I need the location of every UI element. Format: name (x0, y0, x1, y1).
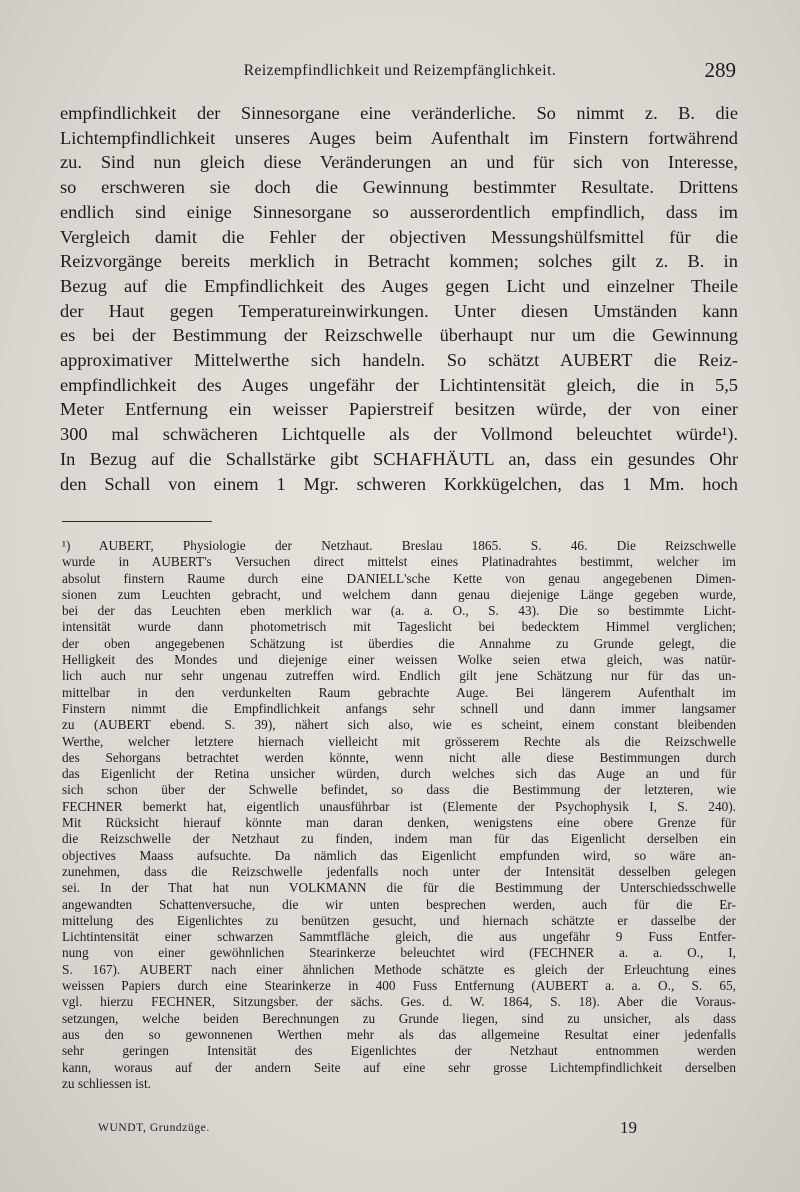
body-line: 300 mal schwächeren Lichtquelle als der Vollmond beleuchtet würde¹). (60, 424, 738, 445)
body-line: den Schall von einem 1 Mgr. schweren Korkkügelchen, das 1 Mm. hoch (60, 473, 738, 494)
page-number: 289 (704, 58, 736, 82)
footnote-line: Werthe, welcher letztere hiernach vielleicht mit grösserem Rechte als die Reizschwelle (62, 733, 736, 749)
body-line: Lichtempfindlichkeit unseres Auges beim Aufenthalt im Finstern fortwährend (60, 127, 738, 148)
footnote-line: FECHNER bemerkt hat, eigentlich unausführbar ist (Elemente der Psychophysik I, S. 240). (62, 798, 736, 814)
footnote-line: Helligkeit des Mondes und diejenige einer weissen Wolke seien etwa gleich, was natür- (62, 652, 736, 668)
signature-mark: WUNDT, Grundzüge. (98, 1122, 210, 1134)
footnote-line: wurde in AUBERT's Versuchen direct mittelst eines Platinadrahtes bestimmt, welcher im (62, 554, 736, 570)
running-head (60, 58, 740, 84)
footnote-line: sich schon über der Schwelle befindet, so dass die Bestimmung der letzteren, wie (62, 782, 736, 798)
footnote-line: weissen Papiers durch eine Stearinkerze in 400 Fuss Entfernung (AUBERT a. a. O., S. 65, (62, 978, 736, 994)
footnote-line: mittelbar in den verdunkelten Raum gebrachte Auge. Bei längerem Aufenthalt im (62, 684, 736, 700)
body-line: empfindlichkeit des Auges ungefähr der Lichtintensität gleich, die in 5,5 (60, 374, 738, 395)
footnote-line: lich auch nur sehr ungenau zutreffen wird. Endlich gilt jene Schätzung nur für das un- (62, 668, 736, 684)
footnote-line: nung von einer gewöhnlichen Stearinkerze beleuchtet wird (FECHNER a. a. O., I, (62, 945, 736, 961)
footnote-line: Mit Rücksicht hierauf könnte man daran denken, wenigstens eine obere Grenze für (62, 815, 736, 831)
footnote-line: zu (AUBERT ebend. S. 39), nähert sich also, wie es scheint, einem constant bleibenden (62, 717, 736, 733)
footnote-line: sei. In der That hat nun VOLKMANN die für die Bestimmung der Unterschiedsschwelle (62, 880, 736, 896)
footnote-line: die Reizschwelle der Netzhaut zu finden, indem man für das Eigenlicht derselben ein (62, 831, 736, 847)
footnote-line: der oben angegebenen Schätzung ist überdies die Annahme zu Grunde gelegt, die (62, 635, 736, 651)
body-line: Bezug auf die Empfindlichkeit des Auges gegen Licht und einzelner Theile (60, 275, 738, 296)
body-line: zu. Sind nun gleich diese Veränderungen an und für sich von Interesse, (60, 152, 738, 173)
body-line: es bei der Bestimmung der Reizschwelle überhaupt nur um die Gewinnung (60, 325, 738, 346)
main-text (60, 101, 738, 496)
footnote-line: mittelung des Eigenlichtes zu benützen gesucht, und hiernach schätzte er dasselbe der (62, 912, 736, 928)
footnote-line: sionen zum Leuchten gebracht, und welchem dann genau diejenige Länge gegeben wurde, (62, 586, 736, 602)
footnote-line: intensität wurde dann photometrisch mit Tageslicht bei bedecktem Himmel verglichen; (62, 619, 736, 635)
body-line: endlich sind einige Sinnesorgane so ausserordentlich empfindlich, dass im (60, 201, 738, 222)
footnote-line: objectives Maass aufsuchte. Da nämlich das Eigenlicht empfunden wird, so wäre an- (62, 847, 736, 863)
body-line: Meter Entfernung ein weisser Papierstreif besitzen würde, der von einer (60, 399, 738, 420)
body-line: approximativer Mittelwerthe sich handeln. So schätzt AUBERT die Reiz- (60, 350, 738, 371)
footnote-line: zu schliessen ist. (62, 1075, 152, 1091)
footnote-line: aus den so gewonnenen Werthen mehr als das allgemeine Resultat einer jedenfalls (62, 1026, 736, 1042)
body-line: empfindlichkeit der Sinnesorgane eine veränderliche. So nimmt z. B. die (60, 103, 738, 123)
footnote-line: setzungen, welche beiden Berechnungen zu Grunde liegen, sind zu unsicher, als dass (62, 1010, 736, 1026)
footnote-line: S. 167). AUBERT nach einer ähnlichen Methode schätzte es gleich der Erleuchtung eines (62, 961, 736, 977)
sheet-number: 19 (620, 1118, 637, 1137)
footnote-line: sehr geringen Intensität des Eigenlichtes der Netzhaut entnommen werden (62, 1043, 736, 1059)
running-title: Reizempfindlichkeit und Reizempfänglichkeit. (243, 62, 557, 79)
footnote-line: Finstern nimmt die Empfindlichkeit anfangs sehr schnell und dann immer langsamer (62, 700, 736, 716)
footnote-line: kann, woraus auf der andern Seite auf eine sehr grosse Lichtempfindlichkeit derselben (62, 1059, 736, 1075)
footnote-line: Lichtintensität einer schwarzen Sammtfläche gleich, die aus ungefähr 9 Fuss Entfer- (62, 929, 736, 945)
body-line: so erschweren sie doch die Gewinnung bestimmter Resultate. Drittens (60, 177, 738, 198)
footnote-line: des Sehorgans betrachtet werden könnte, wenn nicht alle diese Bestimmungen durch (62, 749, 736, 765)
body-line: der Haut gegen Temperatureinwirkungen. Unter diesen Umständen kann (60, 300, 738, 321)
body-line: Reizvorgänge bereits merklich in Betracht kommen; solches gilt z. B. in (60, 251, 738, 272)
footnote-line: angewandten Schattenversuche, die wir unten besprechen werden, auch für die Er- (62, 896, 736, 912)
footnote-line: absolut finstern Raume durch eine DANIELL'sche Kette von genau angegebenen Dimen- (62, 570, 736, 586)
footnote-line: bei der das Leuchten eben merklich war (a. a. O., S. 43). Die so bestimmte Licht- (62, 603, 736, 619)
body-line: In Bezug auf die Schallstärke gibt SCHAFHÄUTL an, dass ein gesundes Ohr (60, 448, 738, 469)
footnote-separator (62, 521, 212, 522)
footnote-line: das Eigenlicht der Retina unsicher würden, durch welches sich das Auge an und für (62, 766, 736, 782)
body-line: Vergleich damit die Fehler der objectiven Messungshülfsmittel für die (60, 226, 738, 247)
footnote-line: vgl. hierzu FECHNER, Sitzungsber. der sächs. Ges. d. W. 1864, S. 18). Aber die Voraus- (62, 994, 736, 1010)
footnote-line: zunehmen, dass die Reizschwelle jedenfalls noch unter der Intensität desselben gelegen (62, 863, 736, 879)
footnote-line: ¹) AUBERT, Physiologie der Netzhaut. Breslau 1865. S. 46. Die Reizschwelle (62, 538, 736, 553)
footnote (62, 538, 736, 1092)
